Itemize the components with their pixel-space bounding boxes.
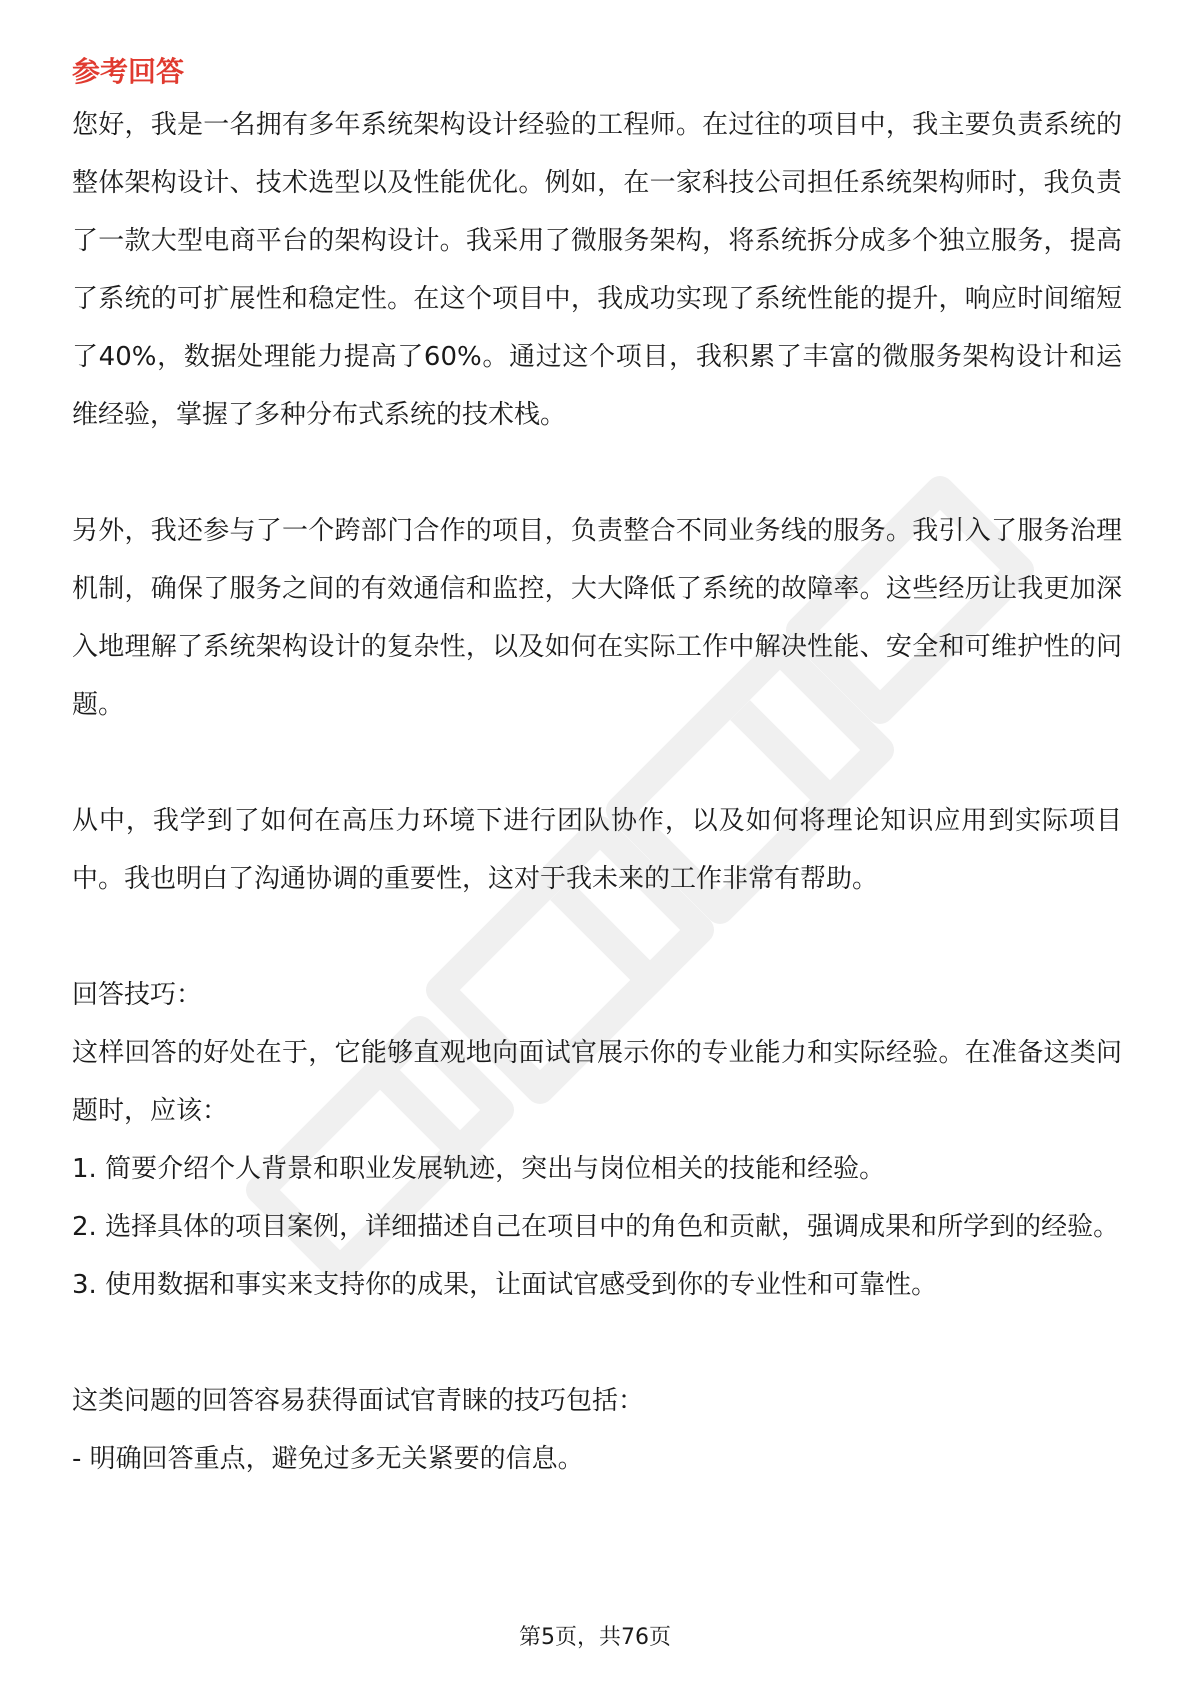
extra-title: 这类问题的回答容易获得面试官青睐的技巧包括： (72, 1386, 645, 1416)
tips-title: 回答技巧： (72, 980, 203, 1010)
page-number: 第5页，共76页 (519, 1625, 671, 1650)
extra-item-1: - 明确回答重点，避免过多无关紧要的信息。 (72, 1444, 584, 1474)
paragraph-2: 另外，我还参与了一个跨部门合作的项目，负责整合不同业务线的服务。我引入了服务治理机制，确保了服务之间的有效通信和监控，大大降低了系统的故障率。这些经历让我更加深入地理解了系统架构设计的复杂性，以及如何在实际工作中解决性能、安全和可维护性的问题。 (72, 516, 1122, 720)
section-heading: 参考回答 (72, 55, 185, 88)
document-body (72, 48, 1122, 1488)
tips-item-3: 3. 使用数据和事实来支持你的成果，让面试官感受到你的专业性和可靠性。 (72, 1270, 938, 1300)
tips-item-2: 2. 选择具体的项目案例，详细描述自己在项目中的角色和贡献，强调成果和所学到的经验。 (72, 1212, 1120, 1242)
tips-intro: 这样回答的好处在于，它能够直观地向面试官展示你的专业能力和实际经验。在准备这类问题时，应该： (72, 1038, 1122, 1126)
tips-item-1: 1. 简要介绍个人背景和职业发展轨迹，突出与岗位相关的技能和经验。 (72, 1154, 886, 1184)
paragraph-1: 您好，我是一名拥有多年系统架构设计经验的工程师。在过往的项目中，我主要负责系统的整体架构设计、技术选型以及性能优化。例如，在一家科技公司担任系统架构师时，我负责了一款大型电商平台的架构设计。我采用了微服务架构，将系统拆分成多个独立服务，提高了系统的可扩展性和稳定性。在这个项目中，我成功实现了系统性能的提升，响应时间缩短了40%，数据处理能力提高了60%。通过这个项目，我积累了丰富的微服务架构设计和运维经验，掌握了多种分布式系统的技术栈。 (72, 110, 1122, 430)
paragraph-3: 从中，我学到了如何在高压力环境下进行团队协作，以及如何将理论知识应用到实际项目中。我也明白了沟通协调的重要性，这对于我未来的工作非常有帮助。 (72, 806, 1122, 894)
